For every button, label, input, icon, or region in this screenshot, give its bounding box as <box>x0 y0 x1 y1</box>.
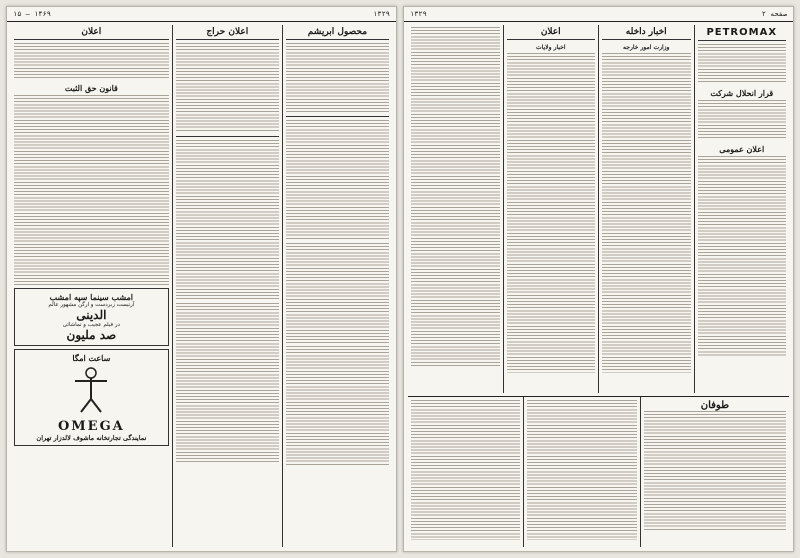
right-ad-text <box>507 53 596 373</box>
left-columns <box>11 25 392 547</box>
auction-text-3 <box>176 303 279 463</box>
omega-ad <box>14 349 169 446</box>
cinema-actor: الدینی <box>76 308 107 322</box>
serial-column <box>640 397 789 547</box>
right-page-header <box>404 7 793 22</box>
cinema-subtitle: آرتیست زبردست و ارگن مشهور عالم <box>48 302 135 308</box>
silk-text-4 <box>286 346 389 466</box>
dissolution-heading: قرار انحلال شرکت <box>710 88 774 98</box>
cinema-title: امشب سینما سپه امشب <box>49 292 134 302</box>
left-page <box>6 6 397 552</box>
cinema-ad <box>14 288 169 346</box>
petromax-heading: PETROMAX <box>698 27 787 41</box>
misc-text <box>411 27 500 367</box>
auction-rule <box>176 136 279 137</box>
serial-text-3 <box>411 400 520 540</box>
right-header-page: صفحه ۲ <box>761 10 787 18</box>
general-ad-heading: اعلان عمومی <box>719 144 765 154</box>
auction-text-2 <box>176 140 279 300</box>
right-ad-heading: اعلان <box>507 27 596 40</box>
omega-brand: OMEGA <box>57 419 125 434</box>
column-silk <box>282 25 392 547</box>
petromax-text-3 <box>698 156 787 356</box>
right-header-year: ۱۳۲۹ <box>410 10 427 18</box>
news-text <box>602 53 691 373</box>
silk-text-3 <box>286 243 389 343</box>
silk-heading: محصول ابریشم <box>286 27 389 40</box>
serial-text-2 <box>527 400 636 540</box>
silk-text-1 <box>286 43 389 113</box>
column-ad-right <box>503 25 599 393</box>
silk-rule <box>286 116 389 117</box>
law-text <box>14 95 169 285</box>
news-heading: اخبار داخله <box>602 27 691 40</box>
serial-band <box>408 396 789 547</box>
column-auction <box>172 25 282 547</box>
column-petromax <box>694 25 790 393</box>
omega-dealer: نمایندگی تجارتخانه ماشوف لالدزار تهران <box>36 434 147 442</box>
auction-text-1 <box>176 43 279 133</box>
silk-text-2 <box>286 120 389 240</box>
news-sub: وزارت امور خارجه <box>623 44 670 51</box>
omega-title: ساعت امگا <box>72 353 111 363</box>
serial-column-3 <box>408 397 523 547</box>
column-ad-law <box>11 25 172 547</box>
ad-heading: اعلان <box>14 27 169 40</box>
serial-column-2 <box>523 397 639 547</box>
serial-text-1 <box>644 411 786 531</box>
column-news <box>598 25 694 393</box>
serial-title: طوفان <box>700 400 730 411</box>
ad-text <box>14 43 169 79</box>
column-misc <box>408 25 503 393</box>
right-page <box>403 6 794 552</box>
right-columns <box>408 25 789 393</box>
left-page-header <box>7 7 396 22</box>
left-header-year: ۱۳۲۹ <box>373 10 390 18</box>
law-heading: قانون حق الثبت <box>64 83 118 93</box>
clock-figure-icon <box>71 365 111 413</box>
right-ad-sub: اخبار ولایات <box>536 44 566 51</box>
petromax-text-1 <box>698 44 787 84</box>
cinema-film-line: در فیلم عجیب و تماشائی <box>62 322 120 328</box>
left-header-date: ۱۵ — ۱۴۶۹ <box>13 10 51 18</box>
cinema-film: صد ملیون <box>66 328 117 342</box>
petromax-text-2 <box>698 100 787 140</box>
auction-heading: اعلان حراج <box>176 27 279 40</box>
